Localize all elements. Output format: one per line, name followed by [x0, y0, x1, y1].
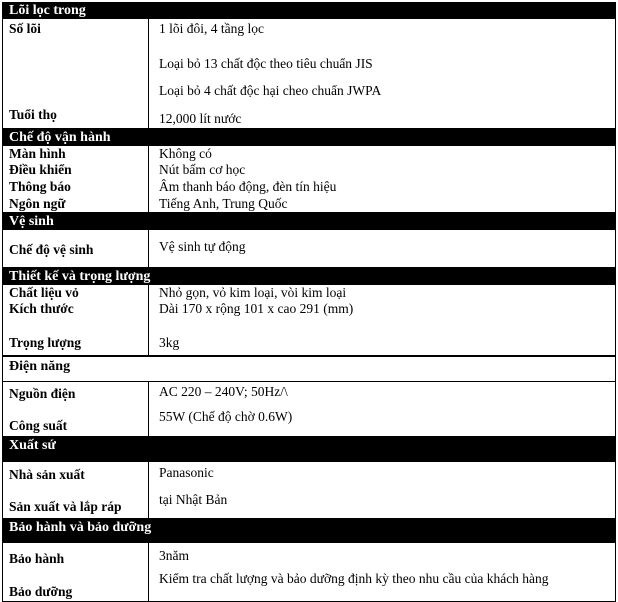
label-assembly: Sản xuất và lắp ráp	[9, 499, 122, 514]
label-cleaning-mode: Chế độ vệ sinh	[9, 242, 94, 257]
section-header-design: Thiết kế và trọng lượng	[2, 268, 616, 285]
value-assembly: tại Nhật Bản	[159, 492, 228, 507]
section-cleaning	[2, 230, 616, 268]
value-casing: Nhỏ gọn, vỏ kim loại, vòi kim loại	[159, 285, 347, 300]
label-power-source: Nguồn điện	[9, 386, 76, 401]
value-maintenance: Kiểm tra chất lượng và bảo dưỡng định kỳ theo nhu cầu của khách hàng	[159, 571, 549, 586]
column-divider	[148, 285, 149, 355]
value-wattage: 55W (Chế độ chờ 0.6W)	[159, 409, 293, 424]
value-language: Tiếng Anh, Trung Quốc	[159, 196, 288, 211]
label-lifespan: Tuổi thọ	[9, 107, 57, 122]
value-dimensions: Dài 170 x rộng 101 x cao 291 (mm)	[159, 301, 354, 316]
label-warranty: Bảo hành	[9, 551, 65, 566]
label-casing: Chất liệu vỏ	[9, 285, 79, 300]
label-dimensions: Kích thước	[9, 301, 74, 316]
section-power	[2, 382, 616, 437]
section-header-warranty: Bảo hành và bảo dưỡng	[2, 519, 616, 543]
value-manufacturer: Panasonic	[159, 465, 214, 480]
section-design	[2, 285, 616, 356]
spec-table	[2, 2, 616, 602]
label-manufacturer: Nhà sản xuất	[9, 467, 85, 482]
value-warranty: 3năm	[159, 548, 189, 563]
section-warranty	[2, 543, 616, 602]
section-header-power: Điện năng	[2, 356, 616, 382]
value-cleaning-mode: Vệ sinh tự động	[159, 239, 246, 254]
label-display: Màn hình	[9, 146, 66, 161]
section-header-filter-core: Lõi lọc trong	[2, 2, 616, 19]
label-weight: Trọng lượng	[9, 335, 81, 350]
value-jwpa: Loại bỏ 4 chất độc hại cheo chuẩn JWPA	[159, 83, 382, 98]
label-wattage: Công suất	[9, 418, 68, 433]
section-header-cleaning: Vệ sinh	[2, 213, 616, 230]
value-power-source: AC 220 – 240V; 50Hz/\	[159, 384, 288, 399]
column-divider	[148, 543, 149, 601]
value-weight: 3kg	[159, 335, 180, 350]
label-language: Ngôn ngữ	[9, 196, 66, 211]
column-divider	[148, 146, 149, 212]
column-divider	[148, 19, 149, 128]
section-origin	[2, 462, 616, 519]
value-notification: Âm thanh báo động, đèn tín hiệu	[159, 179, 337, 194]
column-divider	[148, 230, 149, 267]
label-core-count: Số lõi	[9, 21, 41, 36]
section-header-operation: Chế độ vận hành	[2, 129, 616, 146]
section-header-origin: Xuất sứ	[2, 437, 616, 462]
value-display: Không có	[159, 146, 212, 161]
value-lifespan: 12,000 lít nước	[159, 111, 242, 126]
value-jis: Loại bỏ 13 chất độc theo tiêu chuẩn JIS	[159, 56, 373, 71]
label-control: Điều khiển	[9, 162, 72, 177]
section-operation	[2, 146, 616, 213]
column-divider	[148, 382, 149, 436]
label-notification: Thông báo	[9, 179, 71, 194]
value-control: Nút bấm cơ học	[159, 162, 246, 177]
label-maintenance: Bảo dưỡng	[9, 584, 73, 599]
value-core-count: 1 lõi đôi, 4 tầng lọc	[159, 21, 264, 36]
section-filter-core	[2, 19, 616, 129]
column-divider	[148, 462, 149, 518]
